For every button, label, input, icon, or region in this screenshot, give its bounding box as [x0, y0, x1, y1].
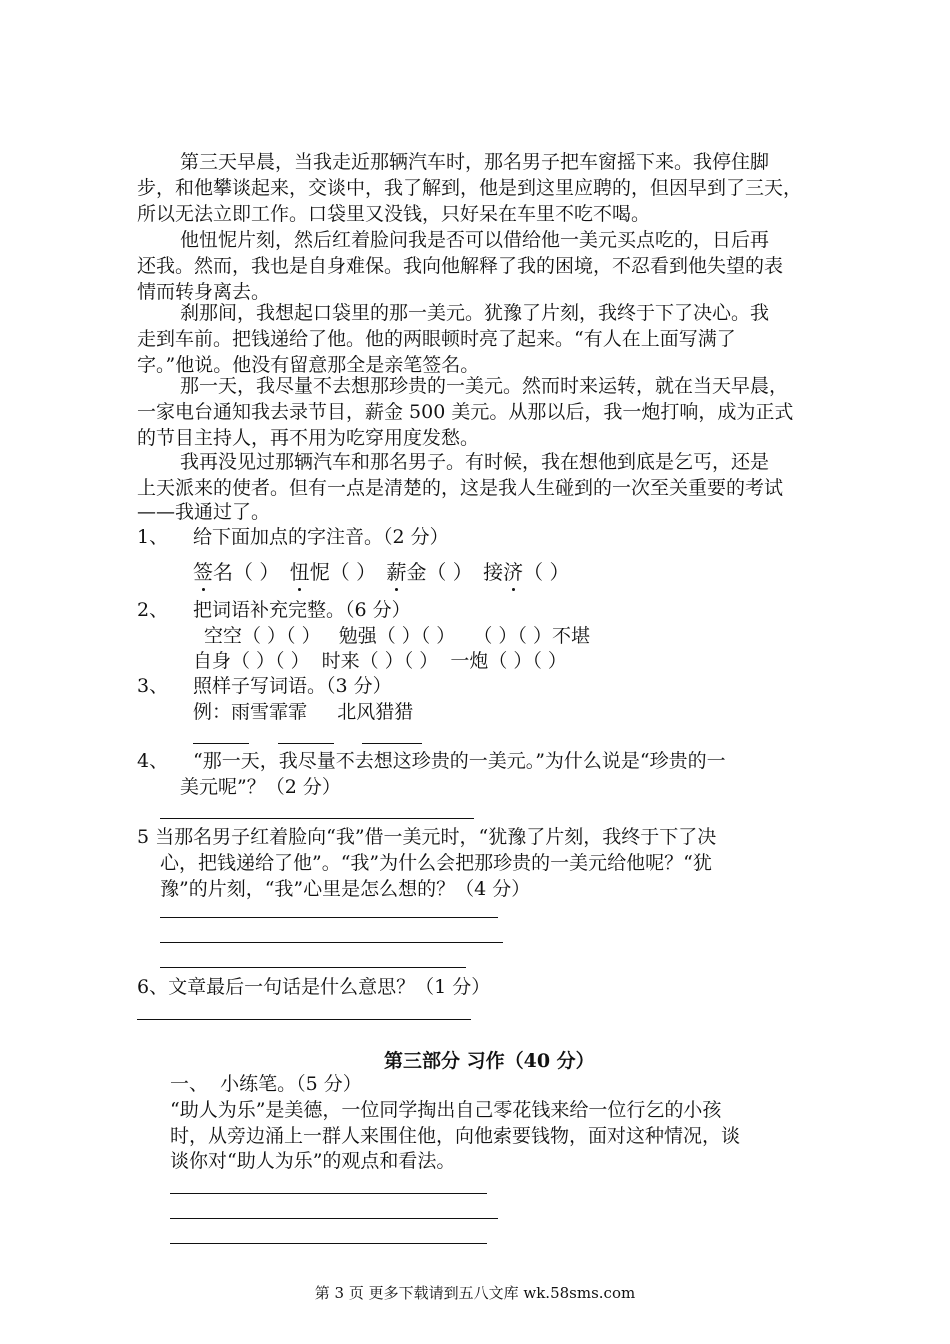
prompt-text: 时，从旁边涌上一群人来围住他，向他索要钱物，面对这种情况，谈: [170, 1125, 741, 1147]
question-prompt: 把词语补充完整。（6 分）: [193, 599, 411, 621]
fill-in-row: 空空（ ）（ ） 勉强（ ）（ ） （ ）（ ）不堪: [204, 625, 590, 647]
answer-line[interactable]: [170, 1193, 487, 1194]
passage-line: 第三天早晨，当我走近那辆汽车时，那名男子把车窗摇下来。我停住脚: [180, 151, 770, 173]
dotted-char: 签: [193, 560, 213, 584]
question-number: 1、: [137, 526, 169, 548]
question-text: “那一天，我尽量不去想这珍贵的一美元。”为什么说是“珍贵的一: [193, 750, 726, 772]
passage-line: 步，和他攀谈起来，交谈中，我了解到，他是到这里应聘的，但因早到了三天，: [137, 177, 803, 199]
question-text: 6、文章最后一句话是什么意思？（1 分）: [137, 976, 491, 998]
question-text: 5 当那名男子红着脸向“我”借一美元时，“犹豫了片刻，我终于下了决: [137, 826, 717, 848]
example-line: 例：雨雪霏霏 北风猎猎: [193, 701, 414, 723]
question-prompt: 给下面加点的字注音。（2 分）: [193, 526, 449, 548]
answer-line[interactable]: [160, 942, 503, 943]
passage-line: 还我。然而，我也是自身难保。我向他解释了我的困境，不忍看到他失望的表: [137, 255, 784, 277]
subsection-title: 一、 小练笔。（5 分）: [170, 1073, 362, 1095]
passage-line: 上天派来的使者。但有一点是清楚的，这是我人生碰到的一次至关重要的考试: [137, 477, 784, 499]
answer-blank[interactable]: [278, 743, 334, 744]
page-footer: 第 3 页 更多下载请到五八文库 wk.58sms.com: [314, 1284, 636, 1302]
question-text: 豫”的片刻，“我”心里是怎么想的？（4 分）: [160, 878, 531, 900]
dotted-char: 济: [503, 560, 524, 584]
passage-line: 刹那间，我想起口袋里的那一美元。犹豫了片刻，我终于下了决心。我: [180, 302, 770, 324]
pinyin-word: [483, 560, 569, 584]
answer-blank[interactable]: [362, 743, 422, 744]
answer-line[interactable]: [160, 967, 466, 968]
fill-in-row: 自身（ ）（ ） 时来（ ）（ ） 一炮（ ）（ ）: [193, 650, 567, 672]
answer-line[interactable]: [160, 917, 498, 918]
question-prompt: 照样子写词语。（3 分）: [193, 675, 392, 697]
passage-line: 走到车前。把钱递给了他。他的两眼顿时亮了起来。“有人在上面写满了: [137, 328, 736, 350]
pinyin-word-row: [193, 560, 570, 585]
word-rest: 名（ ）: [213, 560, 280, 584]
pinyin-word: [290, 560, 376, 584]
dotted-char: 忸: [289, 560, 310, 584]
dotted-char: 薪: [386, 560, 407, 584]
answer-line[interactable]: [170, 1243, 487, 1244]
passage-line: 他忸怩片刻，然后红着脸问我是否可以借给他一美元买点吃的，日后再: [180, 229, 770, 251]
answer-line[interactable]: [137, 1019, 471, 1020]
word-rest: 金（ ）: [406, 560, 473, 584]
passage-line: 我再没见过那辆汽车和那名男子。有时候，我在想他到底是乞丐，还是: [180, 451, 770, 473]
answer-blank[interactable]: [193, 743, 249, 744]
passage-line: 字。”他说。他没有留意那全是亲笔签名。: [137, 354, 480, 376]
word-pre: 接: [483, 560, 504, 584]
passage-line: 那一天，我尽量不去想那珍贵的一美元。然而时来运转，就在当天早晨，: [180, 375, 789, 397]
pinyin-word: [193, 560, 279, 584]
answer-line[interactable]: [160, 818, 474, 819]
question-number: 4、: [137, 750, 169, 772]
word-rest: 怩（ ）: [309, 560, 377, 584]
passage-line: 的节目主持人，再不用为吃穿用度发愁。: [137, 427, 480, 449]
passage-line: ——我通过了。: [137, 501, 271, 523]
question-text: 美元呢”？（2 分）: [180, 776, 341, 798]
prompt-text: “助人为乐”是美德，一位同学掏出自己零花钱来给一位行乞的小孩: [170, 1099, 722, 1121]
passage-line: 所以无法立即工作。口袋里又没钱，只好呆在车里不吃不喝。: [137, 203, 651, 225]
word-rest: （ ）: [523, 560, 570, 584]
passage-line: 一家电台通知我去录节目，薪金 500 美元。从那以后，我一炮打响，成为正式: [137, 401, 794, 423]
section-heading: 第三部分 习作（40 分）: [384, 1050, 595, 1072]
pinyin-word: [386, 560, 472, 584]
answer-line[interactable]: [170, 1218, 498, 1219]
passage-line: 情而转身离去。: [137, 281, 271, 303]
prompt-text: 谈你对“助人为乐”的观点和看法。: [170, 1150, 456, 1172]
question-text: 心，把钱递给了他”。“我”为什么会把那珍贵的一美元给他呢？“犹: [160, 852, 712, 874]
question-number: 3、: [137, 675, 169, 697]
question-number: 2、: [137, 599, 169, 621]
